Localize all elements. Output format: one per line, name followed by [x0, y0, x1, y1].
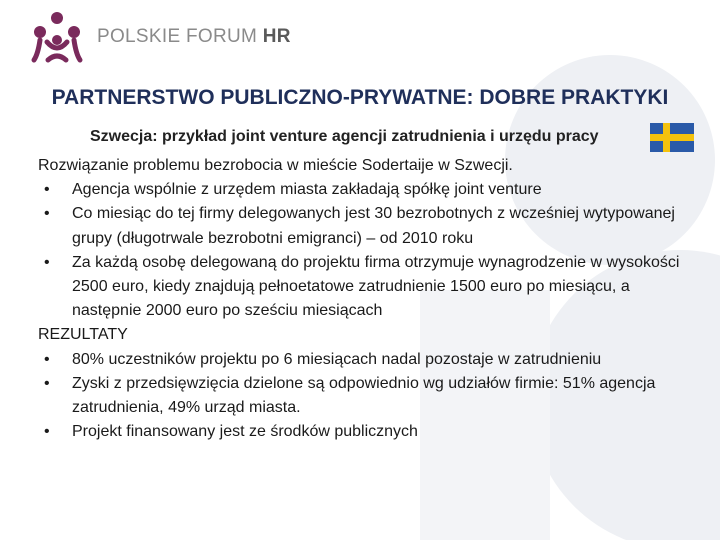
list-item: • Zyski z przedsięwzięcia dzielone są odpowiednio wg udziałów firmie: 51% agencja zatrudnienia, 49% urząd miasta.: [38, 372, 698, 420]
people-circle-logo-icon: [28, 10, 86, 66]
list-item: • 80% uczestników projektu po 6 miesiącach nadal pozostaje w zatrudnieniu: [38, 348, 698, 372]
list-item: • Co miesiąc do tej firmy delegowanych jest 30 bezrobotnych z wcześniej wytypowanej grupy (długotrwale bezrobotni emigranci) – od 2010 roku: [38, 202, 698, 250]
list-item: • Projekt finansowany jest ze środków publicznych: [38, 420, 698, 444]
slide-subtitle: Szwecja: przykład joint venture agencji zatrudnienia i urzędu pracy: [90, 128, 599, 145]
intro-paragraph: Rozwiązanie problemu bezrobocia w mieście Sodertaije w Szwecji.: [38, 157, 513, 174]
results-heading: REZULTATY: [38, 326, 128, 344]
list-item: • Agencja wspólnie z urzędem miasta zakładają spółkę joint venture: [38, 178, 698, 202]
brand-name-bold: HR: [262, 26, 291, 47]
slide-content: [38, 154, 698, 444]
list-item: • Za każdą osobę delegowaną do projektu firma otrzymuje wynagrodzenie w wysokości 2500 euro, kiedy znajdują pełnoetatowe zatrudnienie 1500 euro po miesiącu, a następnie 2000 euro po sześciu miesiącach: [38, 251, 698, 324]
brand-name-light: POLSKIE FORUM: [97, 26, 263, 47]
sweden-flag-icon: [650, 123, 694, 152]
page-title: PARTNERSTWO PUBLICZNO-PRYWATNE: DOBRE PRAKTYKI: [51, 86, 669, 109]
results-bullet-list: [38, 348, 698, 445]
practice-bullet-list: [38, 178, 698, 323]
brand-name: [97, 26, 291, 48]
